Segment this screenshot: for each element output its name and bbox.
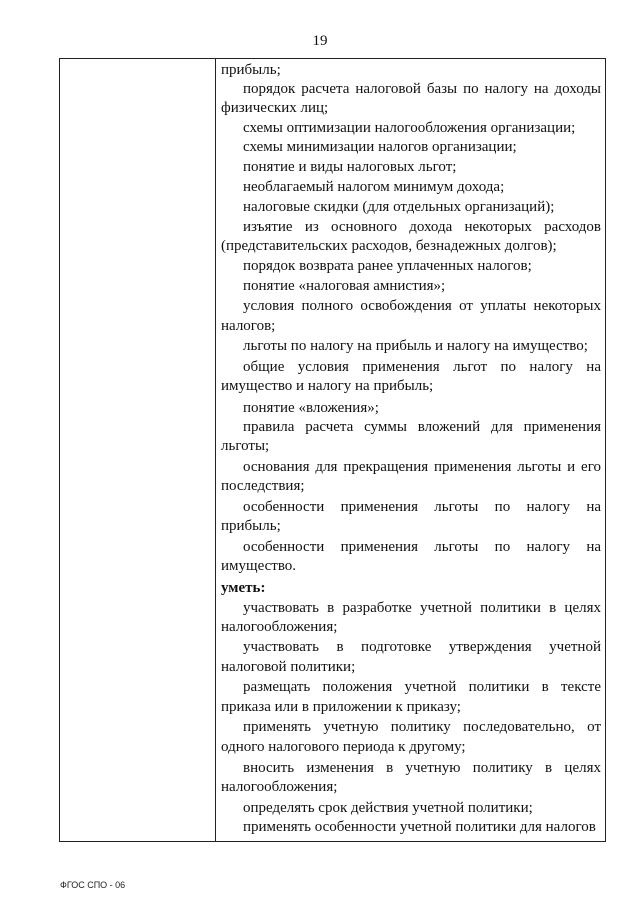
text-line: общие условия применения льгот по налогу на [243, 359, 601, 375]
text-line: определять срок действия учетной политики; [243, 800, 533, 816]
text-line: схемы оптимизации налогообложения организации; [243, 120, 576, 136]
text-line: понятие «налоговая амнистия»; [243, 278, 446, 294]
text-line: налоговой политики; [221, 659, 356, 675]
text-line: приказа или в приложении к приказу; [221, 699, 461, 715]
text-line: физических лиц; [221, 100, 329, 116]
text-line: прибыль; [221, 518, 281, 534]
page-number: 19 [312, 33, 328, 49]
text-line: понятие «вложения»; [243, 400, 379, 416]
text-line: налогообложения; [221, 619, 338, 635]
text-line: особенности применения льготы по налогу на [243, 539, 601, 555]
text-line: налоговые скидки (для отдельных организаций); [243, 199, 555, 215]
text-line: правила расчета суммы вложений для применения [243, 419, 601, 435]
text-line: основания для прекращения применения льготы и его [243, 459, 601, 475]
footer-doc-code: ФГОС СПО - 06 [60, 880, 126, 890]
text-line: участвовать в разработке учетной политики в целях [243, 600, 601, 616]
text-line: размещать положения учетной политики в тексте [243, 679, 601, 695]
text-line: участвовать в подготовке утверждения учетной [243, 639, 601, 655]
text-line: порядок расчета налоговой базы по налогу на доходы [243, 81, 601, 97]
text-line: (представительских расходов, безнадежных долгов); [221, 238, 557, 254]
text-line: имущество. [221, 558, 297, 574]
text-line: понятие и виды налоговых льгот; [243, 159, 457, 175]
section-heading: уметь: [221, 580, 266, 596]
text-line: необлагаемый налогом минимум дохода; [243, 179, 505, 195]
text-line: налогов; [221, 318, 276, 334]
text-line: вносить изменения в учетную политику в целях [243, 760, 601, 776]
text-line: последствия; [221, 478, 305, 494]
table-left-cell [60, 59, 215, 841]
text-line: прибыль; [221, 62, 281, 78]
text-line: имущество и налогу на прибыль; [221, 378, 434, 394]
text-line: порядок возврата ранее уплаченных налогов; [243, 258, 532, 274]
table-column-divider [215, 59, 216, 841]
text-line: применять особенности учетной политики для налогов [243, 819, 596, 835]
text-line: особенности применения льготы по налогу на [243, 499, 601, 515]
text-line: налогообложения; [221, 779, 338, 795]
text-line: одного налогового периода к другому; [221, 739, 466, 755]
text-line: схемы минимизации налогов организации; [243, 139, 517, 155]
text-line: льготы по налогу на прибыль и налогу на имущество; [243, 338, 588, 354]
text-line: изъятие из основного дохода некоторых расходов [243, 219, 601, 235]
text-line: применять учетную политику последовательно, от [243, 719, 601, 735]
text-line: льготы; [221, 438, 270, 454]
text-line: условия полного освобождения от уплаты некоторых [243, 298, 601, 314]
